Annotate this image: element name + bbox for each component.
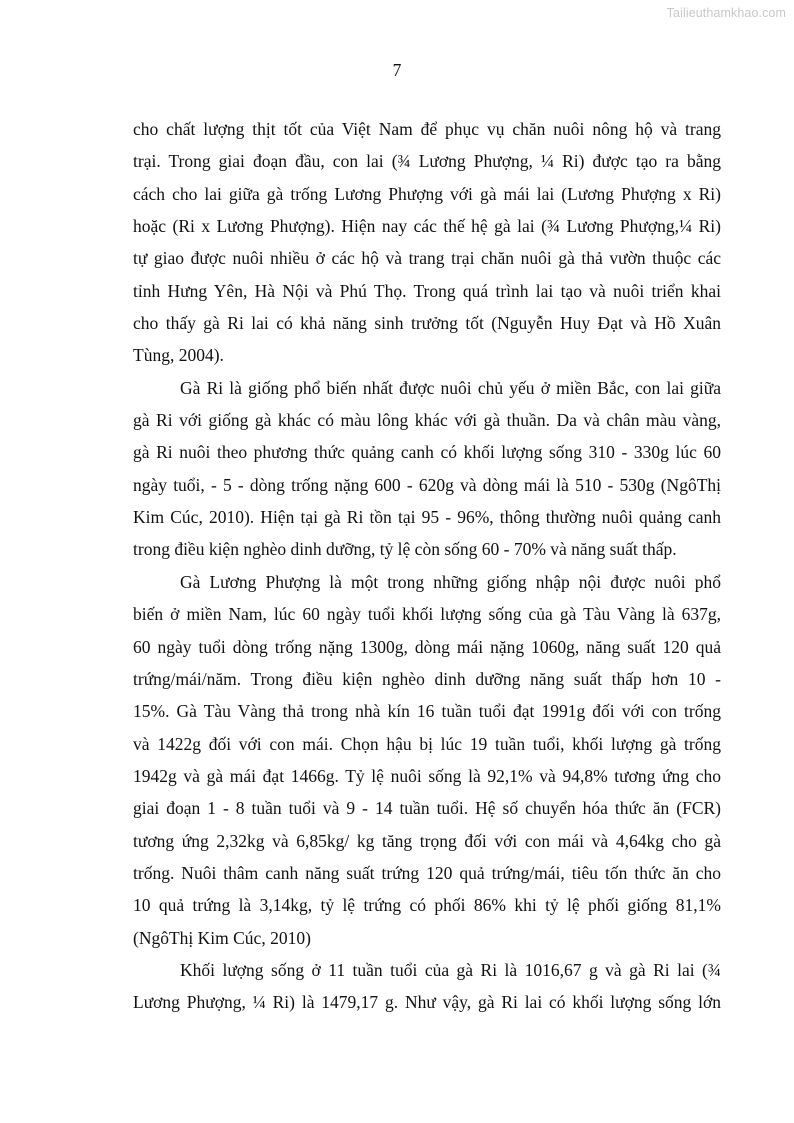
paragraph-1 bbox=[133, 113, 721, 372]
text-line: hoặc (Ri x Lương Phượng). Hiện nay các thế hệ gà lai (¾ Lương Phượng,¼ Ri) bbox=[133, 216, 721, 237]
text-line: (NgôThị Kim Cúc, 2010) bbox=[133, 927, 311, 948]
text-line: và 1422g đối với con mái. Chọn hậu bị lúc 19 tuần tuổi, khối lượng gà trống bbox=[133, 733, 721, 754]
text-line: Khối lượng sống ở 11 tuần tuổi của gà Ri là 1016,67 g và gà Ri lai (¾ bbox=[180, 959, 721, 980]
text-line: tỉnh Hưng Yên, Hà Nội và Phú Thọ. Trong quá trình lai tạo và nuôi triển khai bbox=[133, 280, 721, 301]
text-line: biến ở miền Nam, lúc 60 ngày tuổi khối lượng sống của gà Tàu Vàng là 637g, bbox=[133, 604, 721, 625]
text-line: ngày tuổi, - 5 - dòng trống nặng 600 - 620g và dòng mái là 510 - 530g (NgôThị bbox=[133, 474, 721, 495]
watermark: Tailieuthamkhao.com bbox=[666, 6, 786, 20]
text-line: tương ứng 2,32kg và 6,85kg/ kg tăng trọng đối với con mái và 4,64kg cho gà bbox=[133, 830, 721, 851]
text-line: 1942g và gà mái đạt 1466g. Tỷ lệ nuôi sống là 92,1% và 94,8% tương ứng cho bbox=[133, 765, 721, 786]
text-line: trong điều kiện nghèo dinh dưỡng, tỷ lệ còn sống 60 - 70% và năng suất thấp. bbox=[133, 539, 677, 560]
paragraph-3 bbox=[133, 566, 721, 954]
text-line: Gà Ri là giống phổ biến nhất được nuôi chủ yếu ở miền Bắc, con lai giữa bbox=[180, 377, 721, 398]
text-line: Tùng, 2004). bbox=[133, 345, 224, 366]
body-text bbox=[133, 113, 721, 1019]
text-line: giai đoạn 1 - 8 tuần tuổi và 9 - 14 tuần tuổi. Hệ số chuyển hóa thức ăn (FCR) bbox=[133, 798, 721, 819]
text-line: Kim Cúc, 2010). Hiện tại gà Ri tồn tại 95 - 96%, thông thường nuôi quảng canh bbox=[133, 507, 721, 528]
text-line: trại. Trong giai đoạn đầu, con lai (¾ Lương Phượng, ¼ Ri) được tạo ra bằng bbox=[133, 151, 721, 172]
text-line: trống. Nuôi thâm canh năng suất trứng 120 quả trứng/mái, tiêu tốn thức ăn cho bbox=[133, 862, 721, 883]
text-line: 60 ngày tuổi dòng trống nặng 1300g, dòng mái nặng 1060g, năng suất 120 quả bbox=[133, 636, 721, 657]
text-line: cho chất lượng thịt tốt của Việt Nam để phục vụ chăn nuôi nông hộ và trang bbox=[133, 119, 721, 139]
paragraph-2 bbox=[133, 372, 721, 566]
text-line: gà Ri nuôi theo phương thức quảng canh có khối lượng sống 310 - 330g lúc 60 bbox=[133, 442, 721, 463]
text-line: trứng/mái/năm. Trong điều kiện nghèo dinh dưỡng năng suất thấp hơn 10 - bbox=[133, 668, 721, 689]
text-line: cách cho lai giữa gà trống Lương Phượng với gà mái lai (Lương Phượng x Ri) bbox=[133, 183, 721, 204]
text-line: gà Ri với giống gà khác có màu lông khác với gà thuần. Da và chân màu vàng, bbox=[133, 410, 721, 431]
text-line: cho thấy gà Ri lai có khả năng sinh trưởng tốt (Nguyễn Huy Đạt và Hồ Xuân bbox=[133, 313, 721, 334]
text-line: Lương Phượng, ¼ Ri) là 1479,17 g. Như vậy, gà Ri lai có khối lượng sống lớn bbox=[133, 992, 721, 1013]
text-line: tự giao được nuôi nhiều ở các hộ và trang trại chăn nuôi gà thả vườn thuộc các bbox=[133, 248, 721, 269]
text-line: 15%. Gà Tàu Vàng thả trong nhà kín 16 tuần tuổi đạt 1991g đối với con trống bbox=[133, 701, 721, 722]
page-number: 7 bbox=[392, 60, 402, 80]
text-line: 10 quả trứng là 3,14kg, tỷ lệ trứng có phối 86% khi tỷ lệ phối giống 81,1% bbox=[133, 895, 721, 916]
text-line: Gà Lương Phượng là một trong những giống nhập nội được nuôi phổ bbox=[180, 571, 721, 592]
paragraph-4 bbox=[133, 954, 721, 1019]
